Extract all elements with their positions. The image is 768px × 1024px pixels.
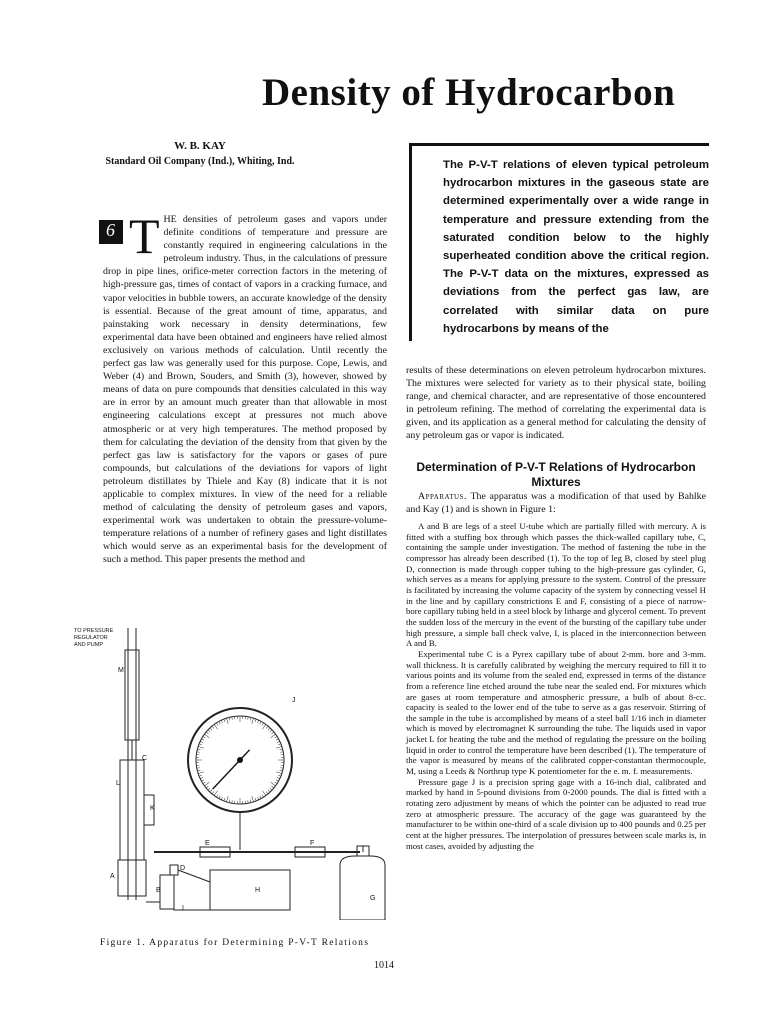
gauge-tick [210,728,212,730]
dropcap-letter: T [129,208,160,264]
gauge-tick [248,800,249,803]
gauge-tick [198,772,204,774]
gauge-tick [260,721,261,724]
gauge-tick [226,718,228,724]
fig-label-K: K [150,805,155,812]
gauge-tick [276,780,279,781]
gauge-tick [203,736,206,738]
fig-label-I: I [182,905,184,912]
gauge-tick [278,775,281,776]
gauge-tick [206,786,208,788]
gauge-tick [266,792,268,794]
gauge-tick [280,752,283,753]
gauge-tick [221,797,222,800]
gauge-pointer [213,760,240,789]
gauge-tick [200,777,203,778]
small-paragraph: A and B are legs of a steel U-tube which are partially filled with mercury. A is fitted with a stuffing box through which passes the thick-walled capillary tube, C, containing the sample under investigation. The method of fastening the tube in the compressor has already been described (1). To the top of leg B, closed by steel plug D, connection is made through copper tubing to the high-pressure gas cylinder, G, which serves as a means for applying pressure to the system. Control of the pressure is facilitated by increasing the volume capacity of the system by connecting vessel H in the line and by capillary constrictions E and F, consisting of a piece of narrow-bore capillary tubing held in a steel block by litharge and glycerol cement. To prevent the sudden loss of the mercury in the event of the bursting of the capillary tube under high pressure, a simple ball check valve, I, is placed in the interconnection between A and B. [406,521,706,649]
fig-label-regulator-3: AND PUMP [74,642,104,648]
gauge-tick [224,798,225,801]
fig-label-C: C [142,755,148,762]
section-heading: Determination of P-V-T Relations of Hydrocarbon Mixtures [416,460,696,489]
gauge-tick [262,723,264,726]
section-badge-number: 6 [106,220,115,240]
gauge-tick [219,721,220,724]
gauge-tick [275,782,278,784]
gauge-tick [229,717,230,720]
gauge-tick [210,790,212,792]
gauge-tick [232,800,233,803]
gauge-tick [266,726,268,728]
gauge-tick [280,768,283,769]
fig-label-B: B [156,887,161,894]
gauge-tick [212,726,214,728]
abstract-box [409,143,709,341]
gauge-tick [203,782,206,784]
gauge-tick [277,741,280,742]
fig-label-D: D [180,865,186,872]
gauge-tick [262,791,266,796]
gauge-tick [262,795,264,798]
gauge-tick [270,788,272,790]
intro-paragraph [103,208,387,567]
gauge-tick [280,770,283,771]
gauge-tick [201,739,204,740]
gauge-tick [252,718,254,724]
intro-text: HE densities of petroleum gases and vapors under definite conditions of temperature and pressure are constantly required in engineering calculations in the petroleum industry. Thus, in the calculations of pressure drop in pipe lines, orifice-meter correction factors in the metering of high-pressure gas, times of contact of vapors in a cracking furnace, and vapor velocities in bubble towers, an accurate knowledge of the density is essential. Because of the great amount of time, apparatus, and painstaking work necessary in density determinations, few experimental data have been obtained and engineers have relied almost exclusively on various methods of calculation. Until recently the perfect gas law was generally used for this purpose. Cope, Lewis, and Weber (4) and Brown, Souders, and Smith (3), however, showed by means of data on pure compounds that densities calculated in this way are in error by an amount much greater than that allowable in most engineering calculations except at pressures not much above atmospheric or at very high temperatures. The method proposed by them for calculating the deviation of the density from that given by the perfect gas law is satisfactory for the vapors or gases of pure compounds, but calculations of the deviations for vapors of light petroleum distillates by Thiele and Kay (8) indicate that it is not applicable to complex mixtures. In view of the need for a reliable method of calculating the density of petroleum gases and vapors, experimental work was undertaken to obtain the pressure-volume-temperature relations of a number of refinery gases and light distillates which would serve as an experimental basis for the development of such a method. This paper presents the method and [103,214,387,566]
gauge-tick [201,780,204,781]
gauge-tick [232,717,233,720]
right-intro-text: results of these determinations on eleven petroleum hydrocarbon mixtures. The mixtures were selected for variety as to their physical state, boiling range, and chemical character, and are representative of those encountered in petroleum refining. The method of correlating the experimental data is given, and its application as a general method for calculating the density of any petroleum gas or vapor is indicated. [406,365,706,442]
fig-label-G: G [370,895,376,902]
gauge-tick [198,746,204,748]
figure-1-apparatus-diagram [70,620,390,920]
gauge-tick [214,724,218,729]
gauge-tick [255,798,256,801]
gauge-tick [268,790,270,792]
gauge-tick [204,782,209,786]
gauge-tick [260,796,261,799]
gauge-tick [197,770,200,771]
gauge-tick [278,744,281,745]
gauge-tick [208,730,210,732]
gauge-tick [208,788,210,790]
gauge-tick [216,795,218,798]
author-affiliation: Standard Oil Company (Ind.), Whiting, Ind. [105,156,295,167]
small-paragraph: Experimental tube C is a Pyrex capillary tube of about 2-mm. bore and 3-mm. wall thickness. It is carefully calibrated by weighing the mercury required to fill it to various points and its volume from the sealed end, expressed in terms of the distance from a reference line etched around the tube near the sealed end. For mixtures which are gases at room temperature and atmospheric pressure, a bulb of about 8-cc. capacity is sealed to the lower end of the tube to serve as a gas reservoir. Stirring of the sample in the tube is accomplished by means of a steel ball 1/16 inch in diameter which is moved by electromagnet K surrounding the tube. The liquids used in vapor jacket L for heating the tube and the method of regulating the pressure on the boiling liquid in order to control the temperature have been described (1). The temperature of the vapor is measured by means of the calibrated copper-constantan thermocouple, M, using a Leeds & Northrup type K potentiometer for the e. m. f. measurements. [406,648,706,777]
gauge-tick [252,796,254,802]
author-name: W. B. KAY [174,140,226,152]
fig-label-J: J [292,697,296,704]
apparatus-drawing [70,620,390,920]
fig-label-H: H [255,887,261,894]
gauge-tick [197,752,200,753]
gauge-tick [270,730,272,732]
fig-label-A: A [110,873,115,880]
apparatus-paragraph [406,490,706,516]
gauge-tick [275,736,278,738]
gauge-tick [271,734,276,738]
gauge-tick [226,796,228,802]
fig-label-L: L [116,780,120,787]
gauge-tick [277,777,280,778]
apparatus-description [406,521,706,851]
fig-label-M: M [118,667,124,674]
figure-caption: Figure 1. Apparatus for Determining P-V-T Relations [100,938,370,948]
gauge-tick [221,720,222,723]
small-paragraph: Pressure gage J is a precision spring gage with a 16-inch dial, calibrated and marked by hand in 5-pound divisions from 0-2000 pounds. The dial is fitted with a rotating zero adjustment by means of which the pointer can be adjusted to read true zero at atmospheric pressure. The accuracy of the gage was guaranteed by the manufacturer to be within one-third of a scale division up to 400 pounds and 0.25 per cent at the higher pressures. The interpolation of pressures between scale marks is, in most cases, avoided by adjusting the [406,776,706,851]
gauge-tick [272,786,274,788]
gauge-tick [219,796,220,799]
gauge-tick [257,797,258,800]
gauge-tick [212,792,214,794]
gauge-tick [280,749,283,750]
gauge-tick [216,723,218,726]
gauge-tick [200,741,203,742]
fig-label-regulator-1: TO PRESSURE [74,628,114,634]
apparatus-text: The apparatus was a modification of that used by Bahlke and Kay (1) and is shown in Figure 1: [406,491,707,516]
gauge-tick [276,746,282,748]
gauge-tick [257,720,258,723]
gauge-tick [197,768,200,769]
gauge-tick [199,775,202,776]
gauge-tick [248,717,249,720]
gauge-tick [206,732,208,734]
gauge-tick [250,717,251,720]
right-intro-paragraph [406,364,706,443]
fig-label-E: E [205,840,210,847]
gauge-tick [255,719,256,722]
gauge-tick [197,749,200,750]
page-number: 1014 [374,960,394,971]
abstract-text: The P-V-T relations of eleven typical petroleum hydrocarbon mixtures in the gaseous state are determined experimentally over a wide range in temperature and pressure extending from the saturated condition below to the highly superheated condition above the critical region. The P-V-T data on the mixtures, expressed as deviations from the perfect gas law, are correlated with similar data on pure hydrocarbons by means of the [443,159,709,335]
gauge-tick [268,728,270,730]
apparatus-label: Apparatus. [418,491,467,502]
gauge-tick [272,732,274,734]
gauge-tick [204,734,209,738]
gauge-tick [271,782,276,786]
gauge-tick [214,791,218,796]
gauge-tick [224,719,225,722]
gauge-tick [276,772,282,774]
gauge-tick [229,800,230,803]
gauge-tick [262,724,266,729]
gauge-tick [199,744,202,745]
fig-label-F: F [310,840,315,847]
gauge-tick [276,739,279,740]
gauge-tick [250,800,251,803]
article-title: Density of Hydrocarbon [262,71,676,114]
fig-label-regulator-2: REGULATOR [74,635,108,641]
